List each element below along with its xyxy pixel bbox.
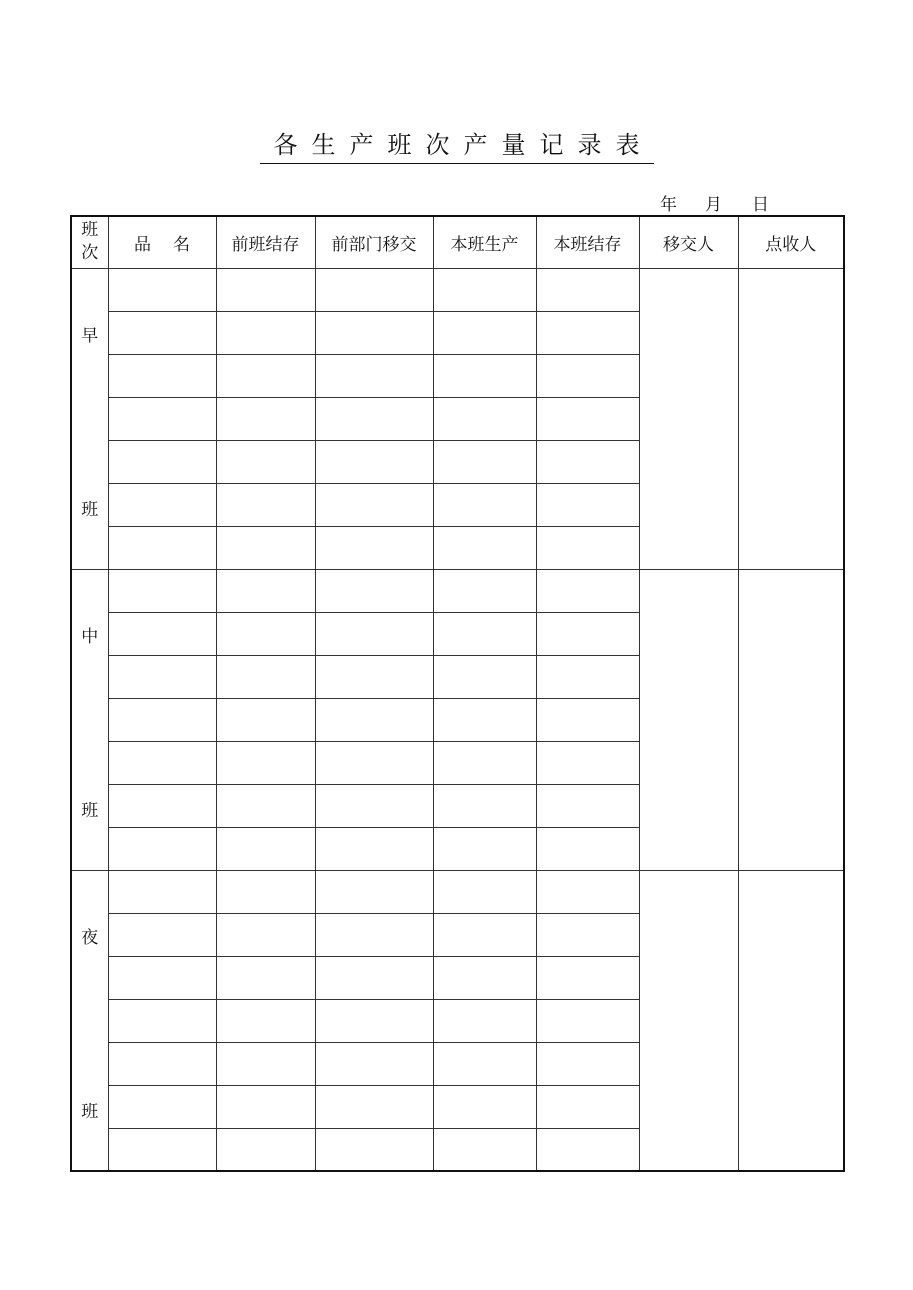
title-text: 各生产班次产量记录表 [260, 128, 654, 164]
cell-shift-production[interactable] [433, 526, 536, 569]
cell-product-name[interactable] [108, 526, 216, 569]
cell-shift-stock[interactable] [536, 784, 639, 827]
header-product-name [108, 216, 216, 268]
date-line [656, 190, 786, 214]
cell-shift-production[interactable] [433, 612, 536, 655]
cell-product-name[interactable] [108, 440, 216, 483]
cell-shift-stock[interactable] [536, 741, 639, 784]
date-day-label: 日 [752, 195, 769, 215]
shift-label-night [71, 870, 108, 1171]
cell-shift-production[interactable] [433, 913, 536, 956]
cell-shift-production[interactable] [433, 268, 536, 311]
header-prev-stock: 前班结存 [216, 216, 315, 268]
cell-shift-stock[interactable] [536, 1128, 639, 1171]
cell-shift-stock[interactable] [536, 655, 639, 698]
cell-shift-stock[interactable] [536, 913, 639, 956]
cell-prev-dept-transfer[interactable] [315, 1085, 433, 1128]
cell-prev-stock[interactable] [216, 440, 315, 483]
cell-prev-dept-transfer[interactable] [315, 526, 433, 569]
cell-prev-dept-transfer[interactable] [315, 440, 433, 483]
cell-shift-stock[interactable] [536, 1085, 639, 1128]
shift-label-morning [71, 268, 108, 569]
cell-shift-production[interactable] [433, 698, 536, 741]
page-title [0, 128, 913, 164]
cell-product-name[interactable] [108, 612, 216, 655]
date-month-label: 月 [705, 195, 722, 215]
cell-shift-stock[interactable] [536, 354, 639, 397]
cell-shift-production[interactable] [433, 999, 536, 1042]
cell-product-name[interactable] [108, 268, 216, 311]
cell-shift-stock[interactable] [536, 827, 639, 870]
header-prev-dept-transfer: 前部门移交 [315, 216, 433, 268]
cell-product-name[interactable] [108, 354, 216, 397]
header-shift-line2: 次 [81, 243, 99, 264]
shift-label-bottom: 班 [81, 499, 99, 520]
cell-receiver-night[interactable] [738, 870, 844, 1171]
cell-prev-stock[interactable] [216, 698, 315, 741]
cell-shift-production[interactable] [433, 311, 536, 354]
cell-product-name[interactable] [108, 913, 216, 956]
header-shift-stock: 本班结存 [536, 216, 639, 268]
shift-group-middle [71, 569, 844, 870]
cell-shift-production[interactable] [433, 827, 536, 870]
cell-prev-stock[interactable] [216, 784, 315, 827]
cell-prev-stock[interactable] [216, 311, 315, 354]
cell-receiver-morning[interactable] [738, 268, 844, 569]
cell-prev-dept-transfer[interactable] [315, 1042, 433, 1085]
cell-prev-dept-transfer[interactable] [315, 483, 433, 526]
shift-label-top: 早 [81, 325, 99, 346]
cell-product-name[interactable] [108, 870, 216, 913]
cell-shift-stock[interactable] [536, 526, 639, 569]
cell-prev-dept-transfer[interactable] [315, 999, 433, 1042]
header-product-name-char2: 名 [173, 234, 190, 255]
cell-prev-dept-transfer[interactable] [315, 354, 433, 397]
shift-label-bottom: 班 [81, 800, 99, 821]
header-handover-person: 移交人 [639, 216, 738, 268]
header-shift [71, 216, 108, 268]
cell-prev-dept-transfer[interactable] [315, 1128, 433, 1171]
cell-shift-production[interactable] [433, 655, 536, 698]
table-row [71, 569, 844, 612]
cell-prev-stock[interactable] [216, 1042, 315, 1085]
cell-prev-stock[interactable] [216, 483, 315, 526]
cell-product-name[interactable] [108, 1042, 216, 1085]
cell-prev-stock[interactable] [216, 397, 315, 440]
shift-label-middle [71, 569, 108, 870]
cell-shift-stock[interactable] [536, 698, 639, 741]
shift-group-night [71, 870, 844, 1171]
cell-shift-stock[interactable] [536, 1042, 639, 1085]
cell-prev-dept-transfer[interactable] [315, 698, 433, 741]
table-row [71, 870, 844, 913]
cell-prev-dept-transfer[interactable] [315, 913, 433, 956]
cell-shift-stock[interactable] [536, 483, 639, 526]
cell-prev-dept-transfer[interactable] [315, 870, 433, 913]
cell-prev-stock[interactable] [216, 870, 315, 913]
cell-prev-stock[interactable] [216, 569, 315, 612]
cell-prev-stock[interactable] [216, 655, 315, 698]
cell-prev-stock[interactable] [216, 1128, 315, 1171]
cell-shift-stock[interactable] [536, 569, 639, 612]
cell-shift-production[interactable] [433, 1085, 536, 1128]
cell-shift-stock[interactable] [536, 870, 639, 913]
cell-handover-person-middle[interactable] [639, 569, 738, 870]
table-row [71, 268, 844, 311]
cell-prev-stock[interactable] [216, 612, 315, 655]
cell-prev-dept-transfer[interactable] [315, 612, 433, 655]
cell-prev-stock[interactable] [216, 526, 315, 569]
cell-prev-stock[interactable] [216, 913, 315, 956]
header-row [71, 216, 844, 268]
cell-product-name[interactable] [108, 655, 216, 698]
cell-shift-stock[interactable] [536, 999, 639, 1042]
cell-shift-production[interactable] [433, 1128, 536, 1171]
cell-prev-stock[interactable] [216, 741, 315, 784]
cell-prev-dept-transfer[interactable] [315, 311, 433, 354]
cell-product-name[interactable] [108, 483, 216, 526]
cell-product-name[interactable] [108, 741, 216, 784]
cell-prev-stock[interactable] [216, 956, 315, 999]
shift-label-bottom: 班 [81, 1101, 99, 1122]
header-shift-production: 本班生产 [433, 216, 536, 268]
cell-shift-production[interactable] [433, 354, 536, 397]
production-record-table [70, 215, 845, 1172]
cell-product-name[interactable] [108, 956, 216, 999]
cell-shift-stock[interactable] [536, 268, 639, 311]
cell-shift-production[interactable] [433, 397, 536, 440]
cell-shift-stock[interactable] [536, 397, 639, 440]
header-receiver: 点收人 [738, 216, 844, 268]
cell-product-name[interactable] [108, 999, 216, 1042]
cell-prev-stock[interactable] [216, 827, 315, 870]
cell-product-name[interactable] [108, 827, 216, 870]
cell-prev-dept-transfer[interactable] [315, 268, 433, 311]
shift-label-top: 夜 [81, 927, 99, 948]
cell-shift-production[interactable] [433, 870, 536, 913]
cell-shift-production[interactable] [433, 483, 536, 526]
cell-prev-stock[interactable] [216, 1085, 315, 1128]
cell-receiver-middle[interactable] [738, 569, 844, 870]
cell-shift-stock[interactable] [536, 440, 639, 483]
cell-prev-dept-transfer[interactable] [315, 397, 433, 440]
header-product-name-char1: 品 [134, 234, 151, 255]
cell-shift-production[interactable] [433, 741, 536, 784]
shift-group-morning [71, 268, 844, 569]
cell-prev-dept-transfer[interactable] [315, 741, 433, 784]
cell-shift-production[interactable] [433, 569, 536, 612]
cell-product-name[interactable] [108, 569, 216, 612]
cell-prev-dept-transfer[interactable] [315, 956, 433, 999]
cell-shift-stock[interactable] [536, 956, 639, 999]
cell-prev-stock[interactable] [216, 999, 315, 1042]
cell-shift-production[interactable] [433, 784, 536, 827]
cell-prev-stock[interactable] [216, 268, 315, 311]
shift-label-top: 中 [81, 626, 99, 647]
cell-product-name[interactable] [108, 1128, 216, 1171]
cell-shift-production[interactable] [433, 956, 536, 999]
cell-product-name[interactable] [108, 784, 216, 827]
cell-prev-dept-transfer[interactable] [315, 655, 433, 698]
cell-handover-person-morning[interactable] [639, 268, 738, 569]
date-year-label: 年 [660, 195, 677, 215]
cell-product-name[interactable] [108, 1085, 216, 1128]
cell-shift-stock[interactable] [536, 311, 639, 354]
cell-shift-production[interactable] [433, 1042, 536, 1085]
cell-prev-dept-transfer[interactable] [315, 827, 433, 870]
cell-prev-stock[interactable] [216, 354, 315, 397]
cell-product-name[interactable] [108, 397, 216, 440]
cell-prev-dept-transfer[interactable] [315, 784, 433, 827]
cell-prev-dept-transfer[interactable] [315, 569, 433, 612]
cell-shift-stock[interactable] [536, 612, 639, 655]
cell-product-name[interactable] [108, 311, 216, 354]
cell-handover-person-night[interactable] [639, 870, 738, 1171]
header-shift-line1: 班 [81, 220, 99, 241]
cell-shift-production[interactable] [433, 440, 536, 483]
cell-product-name[interactable] [108, 698, 216, 741]
